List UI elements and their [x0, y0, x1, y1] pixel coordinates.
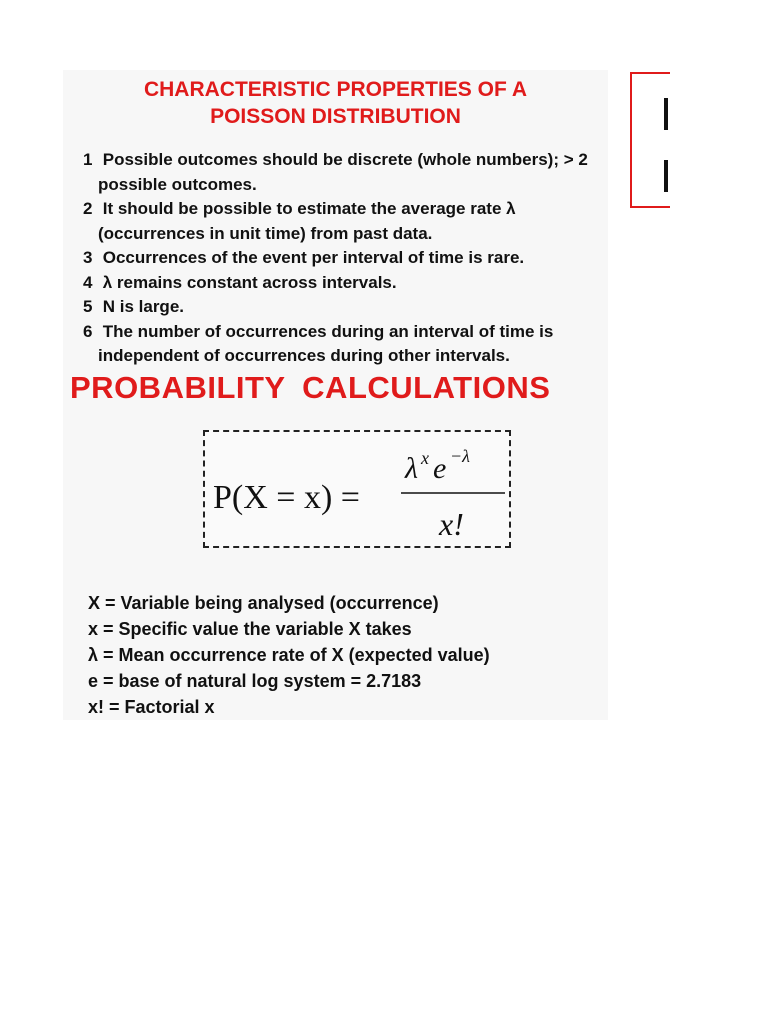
formula-e: e [433, 452, 447, 485]
property-text: It should be possible to estimate the average rate λ (occurrences in unit time) from past data. [98, 199, 516, 243]
variable-definition: λ = Mean occurrence rate of X (expected value) [88, 645, 490, 665]
document-title [63, 76, 608, 130]
variable-definitions [88, 590, 608, 720]
section-heading: PROBABILITY CALCULATIONS [70, 370, 551, 405]
property-text: Occurrences of the event per interval of time is rare. [102, 248, 525, 267]
property-item [83, 148, 613, 197]
formula-denominator: x! [439, 506, 464, 542]
formula-box [203, 430, 511, 548]
property-item [83, 271, 613, 296]
property-number: 3 [83, 248, 93, 267]
formula-lambda: λ [405, 452, 418, 485]
property-item [83, 295, 613, 320]
property-text: Possible outcomes should be discrete (whole numbers); > 2 possible outcomes. [98, 150, 588, 194]
formula-lhs: P(X = x) = [213, 479, 360, 516]
variable-definition: e = base of natural log system = 2.7183 [88, 671, 422, 691]
property-number: 5 [83, 297, 93, 316]
property-item [83, 197, 613, 246]
title-line-2: POISSON DISTRIBUTION [210, 105, 461, 128]
properties-list [83, 148, 613, 369]
poisson-formula [205, 432, 513, 550]
variable-definition: x = Specific value the variable X takes [88, 619, 412, 639]
property-number: 2 [83, 199, 93, 218]
property-number: 6 [83, 321, 93, 341]
property-item [83, 320, 613, 369]
property-number: 1 [83, 150, 93, 169]
variable-definition: x! = Factorial x [88, 697, 215, 717]
variable-definition: X = Variable being analysed (occurrence) [88, 593, 439, 613]
property-number: 4 [83, 272, 93, 292]
formula-exponent-neg-lambda: −λ [450, 446, 470, 466]
property-text: N is large. [102, 297, 184, 316]
property-text: The number of occurrences during an interval of time is independent of occurrences during other intervals. [98, 321, 554, 365]
preview-text-fragment [664, 98, 668, 130]
title-line-1: CHARACTERISTIC PROPERTIES OF A [143, 78, 528, 101]
property-text: λ remains constant across intervals. [102, 272, 397, 292]
formula-exponent-x: x [421, 448, 429, 468]
next-page-preview-frame [630, 72, 670, 208]
preview-text-fragment [664, 160, 668, 192]
property-item [83, 246, 613, 271]
